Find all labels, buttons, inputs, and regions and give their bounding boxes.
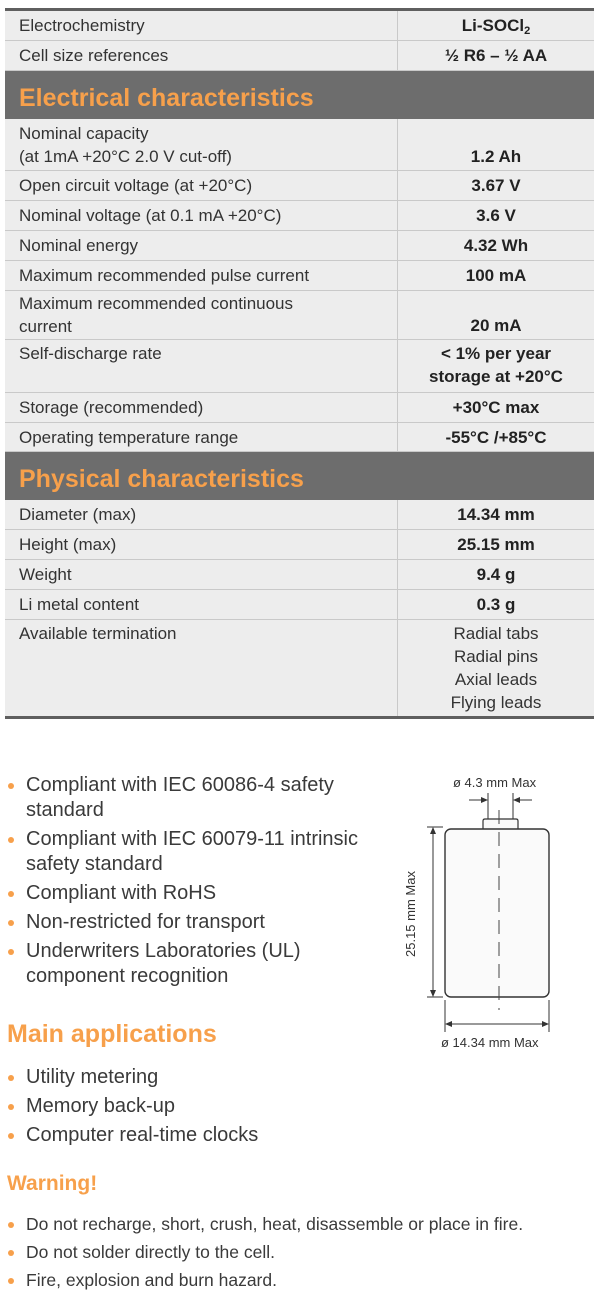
row-value: 3.6 V (476, 206, 516, 225)
termination-option: Radial pins (453, 647, 539, 666)
bullet-icon (8, 1250, 14, 1256)
item-line: Compliant with IEC 60086-4 safety (26, 774, 334, 796)
row-label: Electrochemistry (5, 11, 398, 40)
row-label: Self-discharge rate (5, 340, 398, 392)
table-row (5, 340, 594, 393)
terminal-diameter-label: ø 4.3 mm Max (453, 775, 537, 790)
list-item (7, 910, 387, 935)
row-label (5, 291, 398, 339)
row-value: 3.67 V (471, 176, 521, 195)
warning-heading: Warning! (7, 1172, 98, 1195)
warning-list (7, 1213, 592, 1297)
item-text: Fire, explosion and burn hazard. (26, 1270, 277, 1290)
electrochemistry-value: Li-SOCl (461, 16, 525, 35)
row-value (398, 11, 594, 40)
label-line: Maximum recommended continuous (19, 294, 294, 313)
table-row (5, 119, 594, 171)
list-item (7, 881, 387, 906)
table-row (5, 261, 594, 291)
row-value: 9.4 g (476, 565, 516, 584)
table-row (5, 500, 594, 530)
bullet-icon (8, 1075, 14, 1081)
arrow-icon (430, 990, 436, 997)
value-line: < 1% per year (440, 344, 552, 363)
table-row (5, 171, 594, 201)
row-label: Weight (5, 560, 398, 589)
table-bottom-rule (5, 716, 594, 719)
bullet-icon (8, 1278, 14, 1284)
arrow-icon (513, 797, 520, 803)
bullet-icon (8, 949, 14, 955)
table-row (5, 231, 594, 261)
arrow-icon (481, 797, 488, 803)
table-row (5, 530, 594, 560)
item-text: Do not recharge, short, crush, heat, disassemble or place in fire. (26, 1214, 524, 1234)
row-value: 20 mA (470, 316, 522, 335)
item-line: safety standard (26, 853, 163, 875)
label-line: Nominal capacity (19, 123, 149, 143)
label-line: (at 1mA +20°C 2.0 V cut-off) (19, 146, 232, 166)
row-label: Height (max) (5, 530, 398, 559)
list-item (7, 1123, 387, 1148)
row-label: Available termination (5, 620, 398, 716)
row-label: Storage (recommended) (5, 393, 398, 422)
row-label: Maximum recommended pulse current (5, 261, 398, 290)
table-row (5, 620, 594, 716)
list-item (7, 1213, 592, 1236)
row-value: 14.34 mm (457, 505, 535, 524)
row-value: 25.15 mm (457, 535, 535, 554)
item-line: Non-restricted for transport (26, 911, 265, 933)
row-value: 0.3 g (476, 595, 516, 614)
value-line: storage at +20°C (429, 367, 563, 386)
row-value: -55°C /+85°C (445, 427, 547, 447)
bullet-icon (8, 783, 14, 789)
bullet-icon (8, 1222, 14, 1228)
row-label (5, 119, 398, 170)
row-value: 4.32 Wh (463, 236, 529, 255)
arrow-icon (542, 1021, 549, 1027)
table-row (5, 590, 594, 620)
bullet-icon (8, 1104, 14, 1110)
row-label: Open circuit voltage (at +20°C) (5, 171, 398, 200)
item-text: Utility metering (26, 1066, 159, 1088)
spec-table (5, 8, 594, 719)
row-label: Li metal content (5, 590, 398, 619)
row-value: +30°C max (452, 398, 540, 417)
table-row (5, 423, 594, 452)
feature-list (7, 773, 387, 993)
row-label: Nominal energy (5, 231, 398, 260)
item-text: Computer real-time clocks (26, 1124, 259, 1146)
row-label: Operating temperature range (5, 423, 398, 451)
section-heading-physical: Physical characteristics (5, 452, 594, 500)
termination-option: Axial leads (454, 670, 538, 689)
table-row (5, 11, 594, 41)
table-row (5, 201, 594, 231)
item-line: Compliant with IEC 60079-11 intrinsic (26, 828, 359, 850)
bullet-icon (8, 1133, 14, 1139)
row-label: Nominal voltage (at 0.1 mA +20°C) (5, 201, 398, 230)
row-value: 100 mA (465, 266, 527, 285)
row-label: Cell size references (5, 41, 398, 70)
positive-terminal (483, 819, 518, 829)
list-item (7, 1241, 592, 1264)
item-line: Underwriters Laboratories (UL) (26, 940, 301, 962)
arrow-icon (445, 1021, 452, 1027)
bullet-icon (8, 837, 14, 843)
row-value (398, 620, 594, 716)
item-text: Do not solder directly to the cell. (26, 1242, 276, 1262)
diameter-label: ø 14.34 mm Max (441, 1035, 539, 1050)
bullet-icon (8, 891, 14, 897)
arrow-icon (430, 827, 436, 834)
termination-option: Radial tabs (453, 624, 539, 643)
table-row (5, 560, 594, 590)
item-line: component recognition (26, 965, 229, 987)
list-item (7, 1269, 592, 1292)
row-label: Diameter (max) (5, 500, 398, 529)
height-label: 25.15 mm Max (403, 871, 418, 957)
label-line: current (19, 317, 72, 336)
table-row (5, 41, 594, 71)
list-item (7, 827, 387, 877)
list-item (7, 773, 387, 823)
list-item (7, 939, 387, 989)
table-row (5, 291, 594, 340)
subscript: 2 (524, 25, 531, 37)
main-applications-heading: Main applications (7, 1020, 217, 1048)
item-line: Compliant with RoHS (26, 882, 217, 904)
cell-body (445, 829, 549, 997)
list-item (7, 1094, 387, 1119)
cell-dimension-drawing (395, 770, 595, 1055)
list-item (7, 1065, 387, 1090)
bullet-icon (8, 920, 14, 926)
applications-list (7, 1065, 387, 1152)
row-value: ½ R6 – ½ AA (444, 46, 548, 65)
row-value: 1.2 Ah (470, 147, 522, 166)
table-row (5, 393, 594, 423)
termination-option: Flying leads (450, 693, 542, 712)
item-line: standard (26, 799, 104, 821)
row-value (398, 340, 594, 392)
item-text: Memory back-up (26, 1095, 175, 1117)
section-heading-electrical: Electrical characteristics (5, 71, 594, 119)
